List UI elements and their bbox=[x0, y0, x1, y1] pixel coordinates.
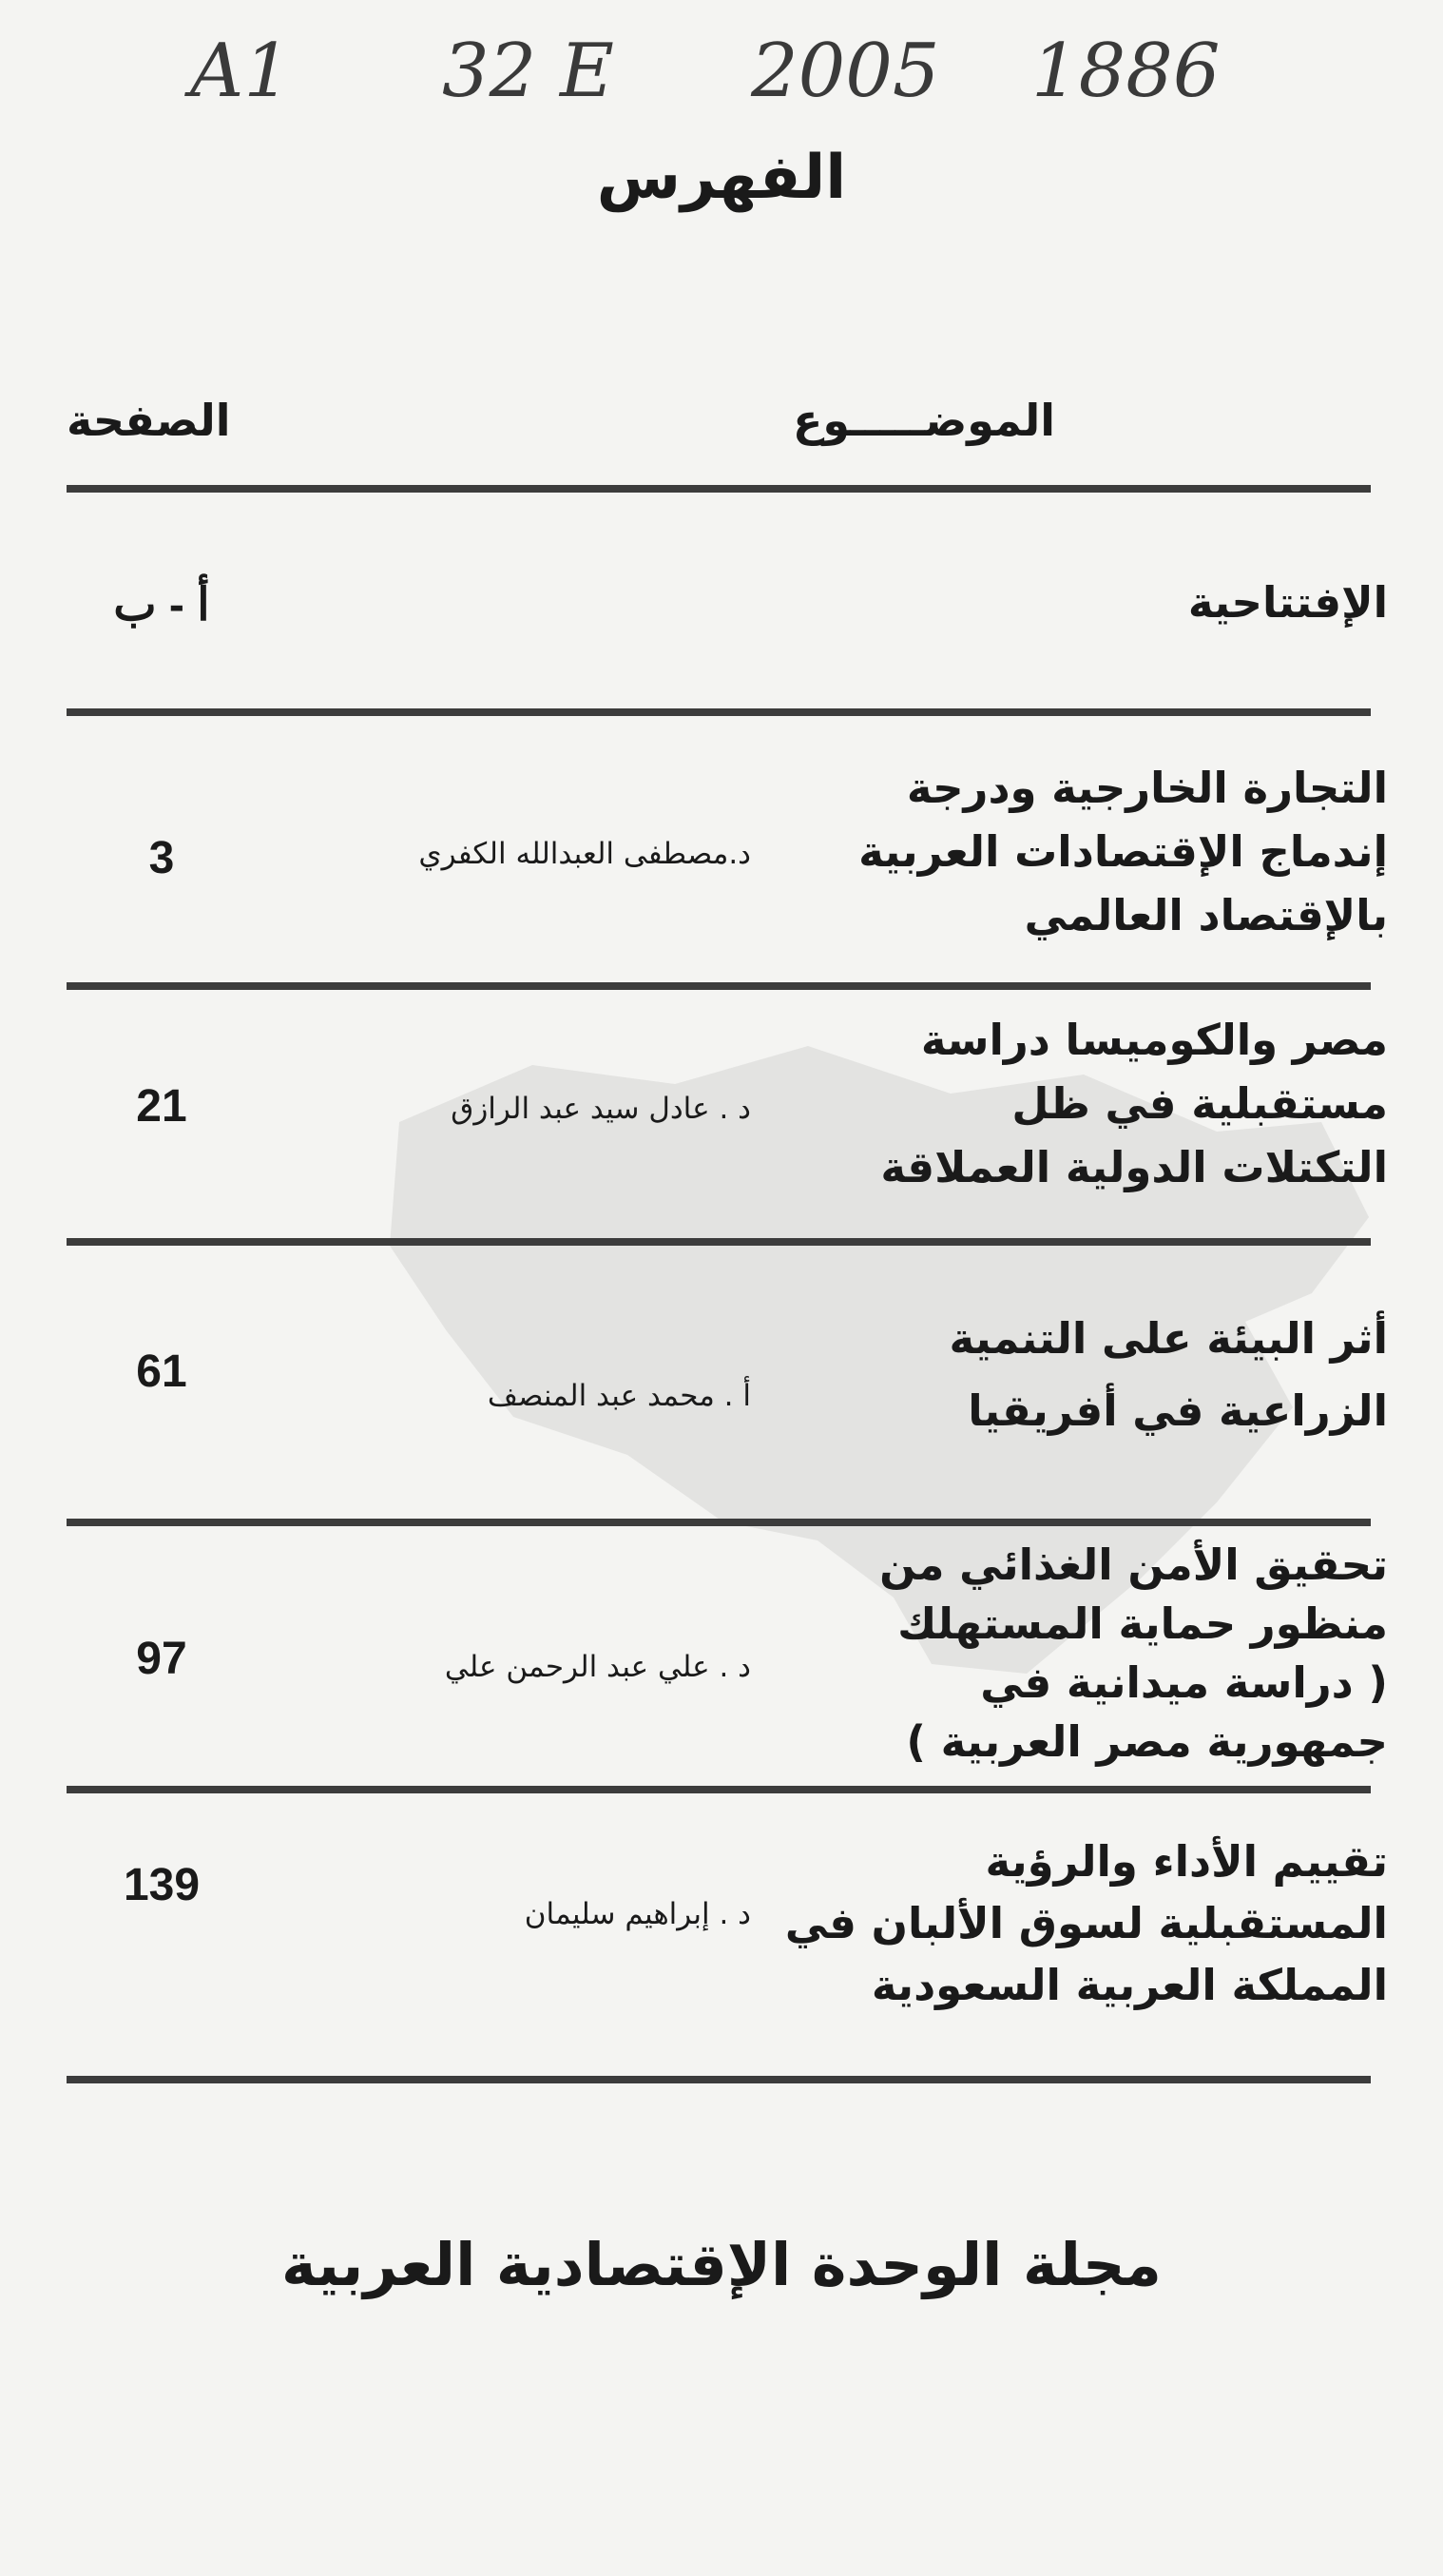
handwritten-note-part: 32 E bbox=[442, 29, 614, 114]
entry-title-line: التجارة الخارجية ودرجة bbox=[906, 763, 1388, 813]
entry-author: د . إبراهيم سليمان bbox=[524, 1897, 751, 1931]
handwritten-note-part: 1886 bbox=[1031, 29, 1221, 114]
entry-author: د.مصطفى العبدالله الكفري bbox=[418, 837, 751, 871]
entry-title-line: تحقيق الأمن الغذائي من bbox=[879, 1540, 1388, 1590]
divider-rule bbox=[67, 982, 1371, 990]
entry-author: د . عادل سيد عبد الرازق bbox=[451, 1092, 751, 1126]
entry-author: د . علي عبد الرحمن علي bbox=[444, 1650, 751, 1684]
entry-title bbox=[722, 1536, 1388, 1772]
handwritten-note-part: 2005 bbox=[751, 29, 940, 114]
entry-page-number: أ - ب bbox=[113, 580, 210, 630]
entry-title bbox=[722, 1303, 1388, 1447]
entry-title-line: تقييم الأداء والرؤية bbox=[985, 1836, 1388, 1887]
entry-title-line: الإفتتاحية bbox=[1187, 577, 1388, 628]
entry-title-line: أثر البيئة على التنمية bbox=[949, 1313, 1388, 1364]
entry-title-line: ( دراسة ميدانية في bbox=[980, 1657, 1388, 1708]
entry-page-number: 61 bbox=[136, 1346, 187, 1397]
entry-title bbox=[722, 571, 1388, 634]
entry-title-line: التكتلات الدولية العملاقة bbox=[880, 1142, 1388, 1192]
entry-title-line: المستقبلية لسوق الألبان في bbox=[784, 1898, 1388, 1948]
divider-rule bbox=[67, 485, 1371, 493]
handwritten-note-part: A1 bbox=[190, 29, 291, 114]
entry-title bbox=[722, 756, 1388, 947]
entry-title-line: الزراعية في أفريقيا bbox=[968, 1385, 1388, 1436]
entry-page-number: 21 bbox=[136, 1081, 187, 1132]
entry-title-line: بالإقتصاد العالمي bbox=[1024, 890, 1388, 940]
journal-name-footer: مجلة الوحدة الإقتصادية العربية bbox=[281, 2230, 1162, 2299]
entry-page-number: 97 bbox=[136, 1634, 187, 1684]
entry-page-number: 3 bbox=[148, 833, 175, 883]
handwritten-catalog-note bbox=[190, 29, 1283, 133]
divider-rule bbox=[67, 1519, 1371, 1526]
entry-author: أ . محمد عبد المنصف bbox=[487, 1379, 751, 1413]
entry-title bbox=[722, 1830, 1388, 2016]
entry-title-line: مصر والكوميسا دراسة bbox=[920, 1015, 1388, 1065]
entry-title-line: المملكة العربية السعودية bbox=[871, 1960, 1388, 2010]
page-title: الفهرس bbox=[596, 143, 847, 213]
divider-rule bbox=[67, 1238, 1371, 1246]
header-topic: الموضـــــوع bbox=[792, 395, 1055, 446]
entry-page-number: 139 bbox=[123, 1860, 201, 1910]
header-page: الصفحة bbox=[67, 395, 231, 446]
entry-title-line: منظور حماية المستهلك bbox=[897, 1598, 1388, 1649]
divider-rule bbox=[67, 2076, 1371, 2083]
entry-title-line: مستقبلية في ظل bbox=[1011, 1078, 1388, 1129]
entry-title-line: جمهورية مصر العربية ) bbox=[906, 1716, 1388, 1767]
entry-title bbox=[722, 1008, 1388, 1199]
entry-title-line: إندماج الإقتصادات العربية bbox=[858, 826, 1388, 877]
divider-rule bbox=[67, 1786, 1371, 1793]
table-header bbox=[67, 395, 1378, 471]
divider-rule bbox=[67, 708, 1371, 716]
